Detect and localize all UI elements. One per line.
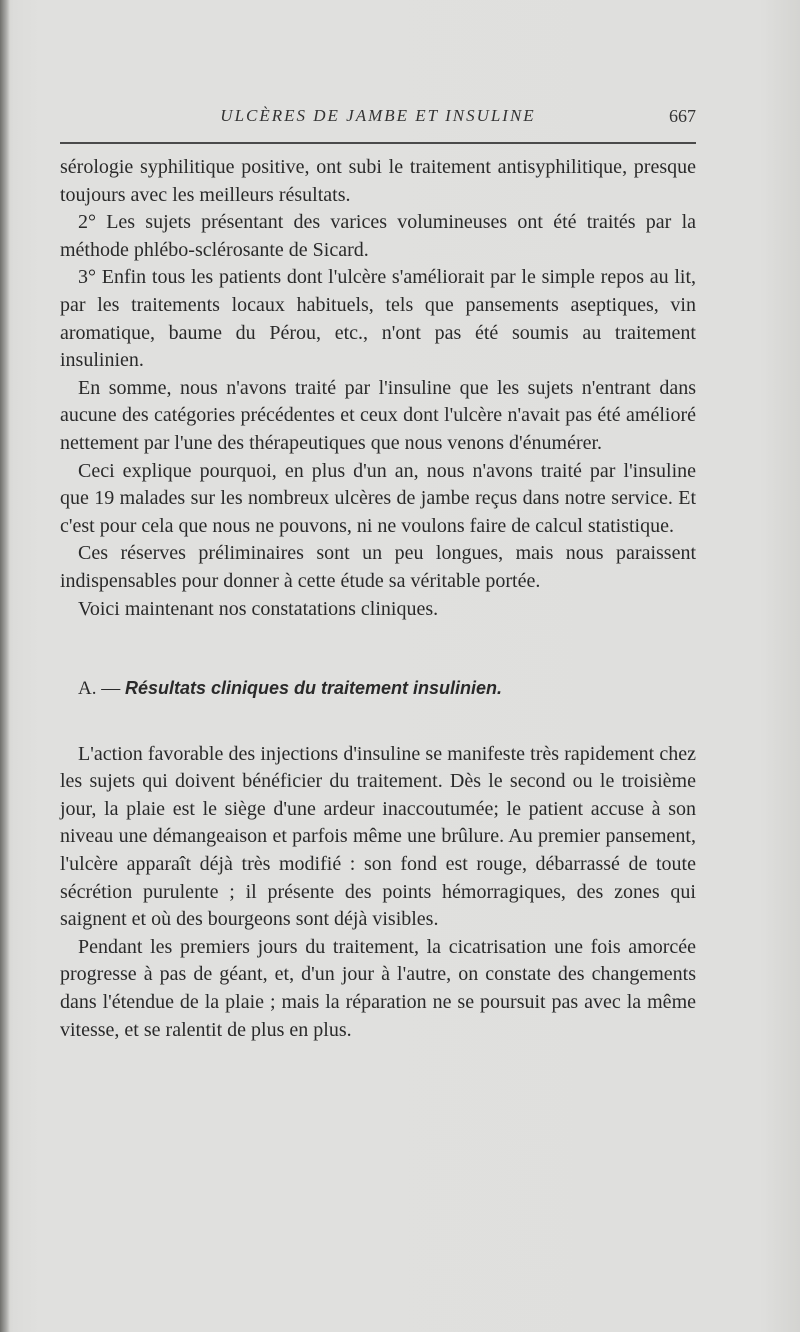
section-heading (60, 675, 696, 703)
paragraph-varices: 2° Les sujets présentant des varices volumineuses ont été traités par la méthode phlébo-sclérosante de Sicard. (60, 211, 696, 261)
paragraph-continued: sérologie syphilitique positive, ont subi le traitement antisyphilitique, presque toujours avec les meilleurs résultats. (60, 156, 696, 206)
page-binding-shadow (0, 0, 10, 1332)
section-letter: A. — (78, 678, 121, 700)
running-title: ULCÈRES DE JAMBE ET INSULINE (220, 106, 536, 125)
header-rule (60, 142, 696, 144)
paragraph-explanation: Ceci explique pourquoi, en plus d'un an, nous n'avons traité par l'insuline que 19 malades sur les nombreux ulcères de jambe reçus dans notre service. Et c'est pour cela que nous ne pouvons, ni ne voulons faire de calcul statistique. (60, 459, 696, 537)
page-number: 667 (669, 106, 696, 126)
running-header (60, 106, 696, 136)
paragraph-reserves: Ces réserves préliminaires sont un peu longues, mais nous paraissent indispensables pour donner à cette étude sa véritable portée. (60, 542, 696, 592)
paragraph-healing-progress: Pendant les premiers jours du traitement, la cicatrisation une fois amorcée progresse à pas de géant, et, d'un jour à l'autre, on constate des changements dans l'étendue de la plaie ; mais la réparation ne se poursuit pas avec la même vitesse, et se ralentit de plus en plus. (60, 935, 696, 1041)
paragraph-clinical-intro: Voici maintenant nos constatations cliniques. (78, 597, 439, 620)
section-title: Résultats cliniques du traitement insulinien. (124, 678, 503, 699)
body-text (60, 154, 696, 1044)
paragraph-favorable-action: L'action favorable des injections d'insuline se manifeste très rapidement chez les sujets qui doivent bénéficier du traitement. Dès le second ou le troisième jour, la plaie est le siège d'une ardeur inaccoutumée; le patient accuse à son niveau une démangeaison et parfois même une brûlure. Au premier pansement, l'ulcère apparaît déjà très modifié : son fond est rouge, débarrassé de toute sécrétion purulente ; il présente des points hémorragiques, des zones qui saignent et où des bourgeons sont déjà visibles. (60, 742, 696, 931)
paragraph-summary: En somme, nous n'avons traité par l'insuline que les sujets n'entrant dans aucune des catégories précédentes et ceux dont l'ulcère n'avait pas été amélioré nettement par l'une des thérapeutiques que nous venons d'énumérer. (60, 376, 696, 454)
paragraph-local-treatments: 3° Enfin tous les patients dont l'ulcère s'améliorait par le simple repos au lit, par les traitements locaux habituels, tels que pansements aseptiques, vin aromatique, baume du Pérou, etc., n'ont pas été soumis au traitement insulinien. (60, 266, 696, 372)
